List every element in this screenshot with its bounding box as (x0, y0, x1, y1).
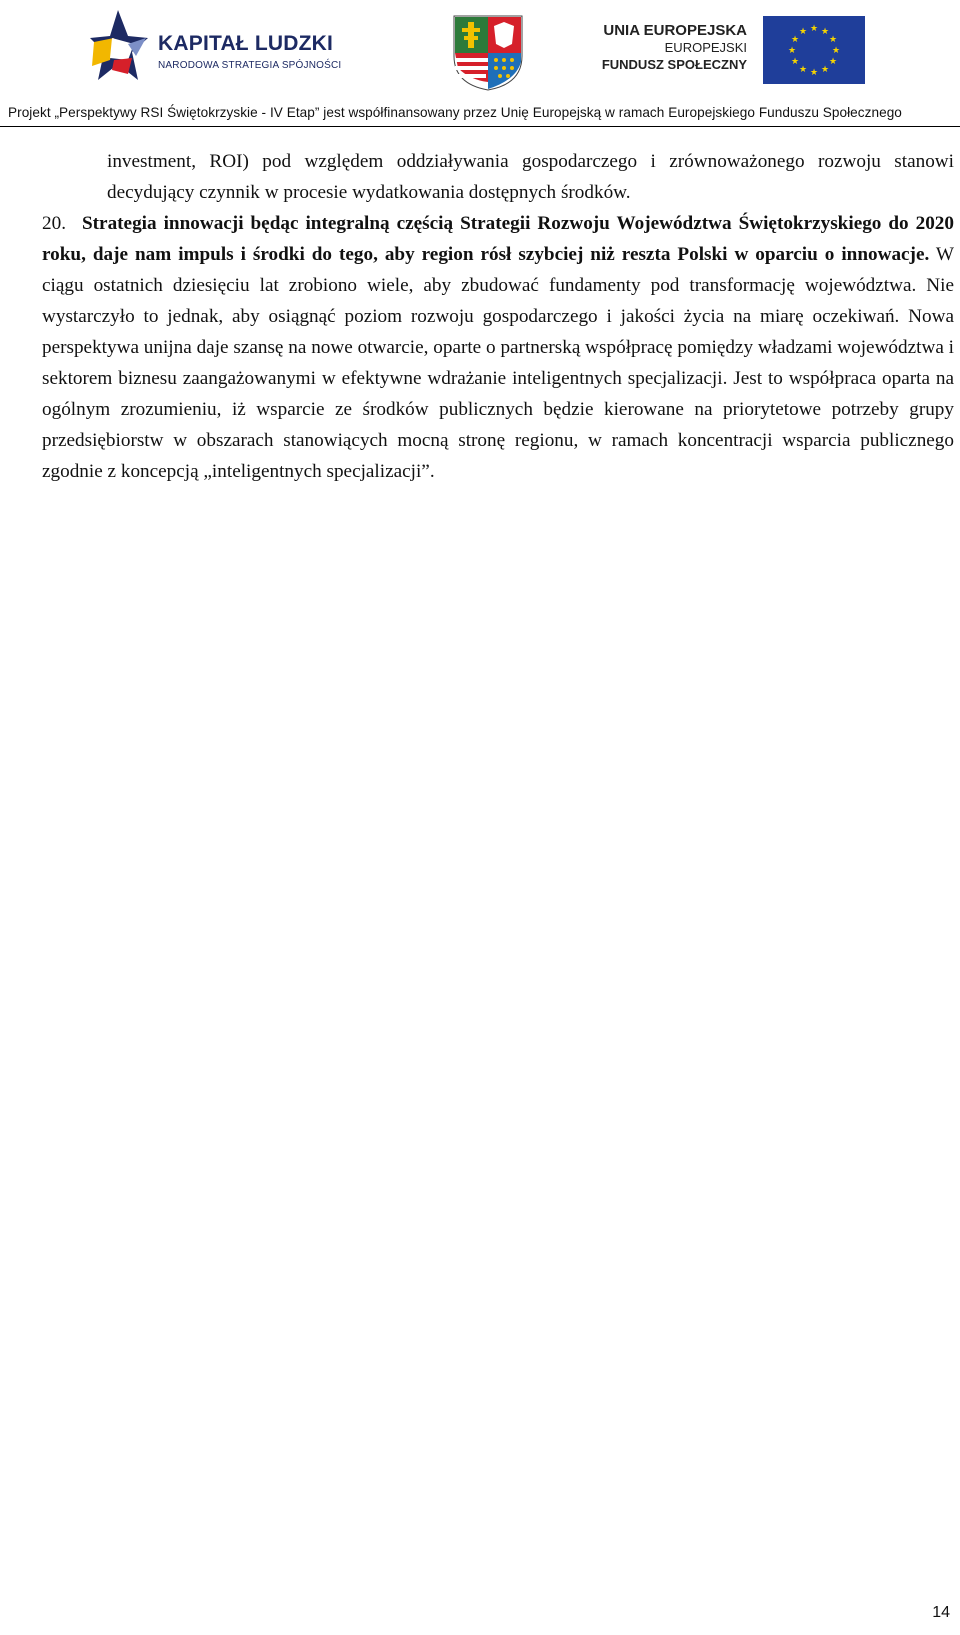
eu-flag-icon (763, 16, 865, 84)
header-divider (0, 126, 960, 127)
kapital-ludzki-logo (88, 8, 358, 88)
list-item-20 (42, 208, 954, 487)
eu-logo-line1: UNIA EUROPEJSKA (603, 22, 747, 39)
svg-text:★: ★ (809, 68, 819, 78)
kapital-ludzki-star-icon (88, 8, 150, 88)
svg-text:★: ★ (820, 65, 830, 75)
page-number: 14 (932, 1604, 950, 1621)
page-header (0, 0, 960, 128)
svg-text:★: ★ (831, 46, 841, 56)
list-item-text: W ciągu ostatnich dziesięciu lat zrobiono wiele, aby zbudować fundamenty pod transformację województwa. Nie wystarczyło to jednak, aby osiągnąć poziom rozwoju gospodarczego i jakości życia na miarę oczekiwań. Nowa perspektywa unijna daje szansę na nowe otwarcie, oparte o partnerską współpracę pomiędzy władzami województwa i sektorem biznesu zaangażowanymi w efektywne wdrażanie inteligentnych specjalizacji. Jest to współpraca oparta na ogólnym zrozumieniu, iż wsparcie ze środków publicznych będzie kierowane na priorytetowe potrzeby grupy przedsiębiorstw w obszarach stanowiących mocną stronę regionu, w ramach koncentracji wsparcia publicznego zgodnie z koncepcją „inteligentnych specjalizacji”. (42, 244, 955, 482)
coat-of-arms-icon (450, 12, 526, 92)
list-item-number: 20. (42, 213, 66, 234)
svg-text:★: ★ (828, 35, 838, 45)
swietokrzyskie-coat-of-arms (450, 12, 526, 92)
eu-logo-line2: EUROPEJSKI (664, 40, 747, 55)
svg-text:★: ★ (798, 65, 808, 75)
kapital-ludzki-subtitle: NARODOWA STRATEGIA SPÓJNOŚCI (158, 60, 342, 71)
svg-text:★: ★ (790, 57, 800, 67)
eu-logo-text (602, 22, 747, 73)
eu-logo (601, 12, 865, 84)
list-item-bold-text: Strategia innowacji będąc integralną częścią Strategii Rozwoju Województwa Świętokrzyskiego do 2020 roku, daje nam impuls i środki do tego, aby region rósł szybciej niż reszta Polski w oparciu o innowacje. (42, 213, 954, 265)
kapital-ludzki-title: KAPITAŁ LUDZKI (158, 32, 334, 55)
svg-text:★: ★ (798, 27, 808, 37)
svg-text:★: ★ (809, 24, 819, 34)
svg-text:★: ★ (828, 57, 838, 67)
continuation-paragraph: investment, ROI) pod względem oddziaływania gospodarczego i zrównoważonego rozwoju stanowi decydujący czynnik w procesie wydatkowania dostępnych środków. (107, 151, 954, 203)
svg-text:★: ★ (820, 27, 830, 37)
project-funding-line: Projekt „Perspektywy RSI Świętokrzyskie - IV Etap” jest współfinansowany przez Unię Europejską w ramach Europejskiego Funduszu Społecznego (8, 105, 902, 120)
eu-logo-line3: FUNDUSZ SPOŁECZNY (601, 57, 747, 72)
svg-text:★: ★ (787, 46, 797, 56)
svg-text:★: ★ (790, 35, 800, 45)
